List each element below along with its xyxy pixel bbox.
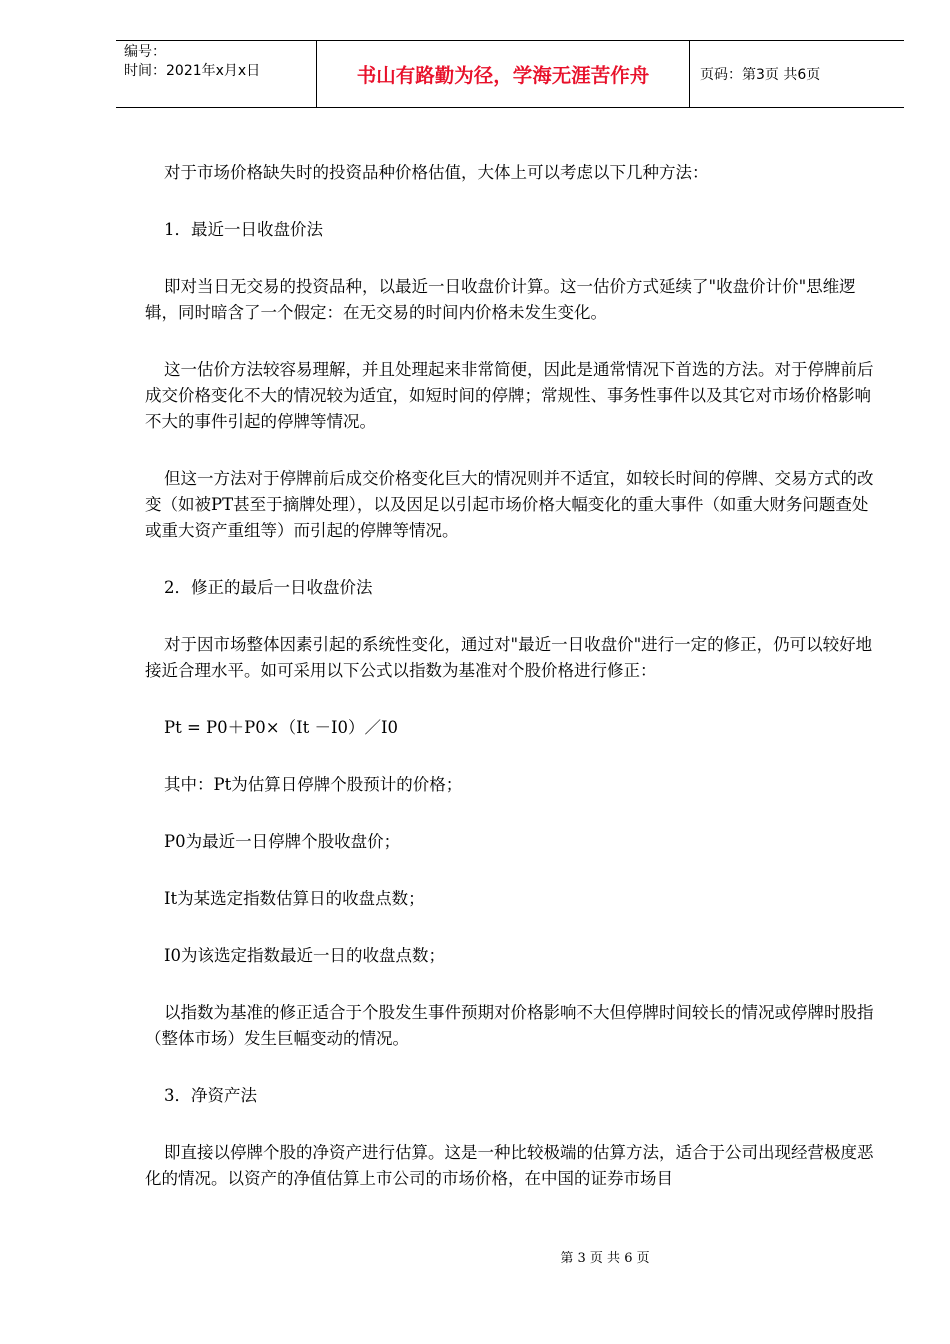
serial-label: 编号： — [124, 44, 166, 60]
header-meta — [116, 41, 316, 107]
document-body — [145, 160, 875, 1223]
header-motto: 书山有路勤为径，学海无涯苦作舟 — [316, 41, 690, 107]
paragraph: 以指数为基准的修正适合于个股发生事件预期对价格影响不大但停牌时间较长的情况或停牌时股指（整体市场）发生巨幅变动的情况。 — [145, 1003, 874, 1048]
paragraph: 但这一方法对于停牌前后成交价格变化巨大的情况则并不适宜，如较长时间的停牌、交易方式的改变（如被PT甚至于摘牌处理），以及因足以引起市场价格大幅变化的重大事件（如重大财务问题查处或重大资产重组等）而引起的停牌等情况。 — [145, 469, 874, 540]
formula-definition: P0为最近一日停牌个股收盘价； — [164, 832, 401, 851]
page-footer: 第 3 页 共 6 页 — [560, 1251, 650, 1266]
page-header — [116, 40, 904, 108]
paragraph: 这一估价方法较容易理解，并且处理起来非常简便，因此是通常情况下首选的方法。对于停牌前后成交价格变化不大的情况较为适宜，如短时间的停牌；常规性、事务性事件以及其它对市场价格影响不大的事件引起的停牌等情况。 — [145, 360, 874, 431]
formula-definition: 其中：Pt为估算日停牌个股预计的价格； — [164, 775, 463, 794]
formula: Pt = P0＋P0×（It －I0）／I0 — [164, 718, 398, 737]
time-label: 时间：2021年x月x日 — [124, 63, 261, 79]
section-heading-3: 3．净资产法 — [164, 1086, 257, 1105]
section-heading-2: 2．修正的最后一日收盘价法 — [164, 578, 373, 597]
paragraph: 对于因市场整体因素引起的系统性变化，通过对"最近一日收盘价"进行一定的修正，仍可以较好地接近合理水平。如可采用以下公式以指数为基准对个股价格进行修正： — [145, 635, 873, 680]
formula-definition: I0为该选定指数最近一日的收盘点数； — [164, 946, 446, 965]
paragraph: 即对当日无交易的投资品种，以最近一日收盘价计算。这一估价方式延续了"收盘价计价"思维逻辑，同时暗含了一个假定：在无交易的时间内价格未发生变化。 — [145, 277, 856, 322]
paragraph: 即直接以停牌个股的净资产进行估算。这是一种比较极端的估算方法，适合于公司出现经营极度恶化的情况。以资产的净值估算上市公司的市场价格，在中国的证券市场目 — [145, 1143, 874, 1188]
header-page-info: 页码：第3页 共6页 — [700, 67, 821, 83]
section-heading-1: 1．最近一日收盘价法 — [164, 220, 323, 239]
formula-definition: It为某选定指数估算日的收盘点数； — [164, 889, 425, 908]
paragraph-intro: 对于市场价格缺失时的投资品种价格估值，大体上可以考虑以下几种方法： — [164, 163, 709, 182]
